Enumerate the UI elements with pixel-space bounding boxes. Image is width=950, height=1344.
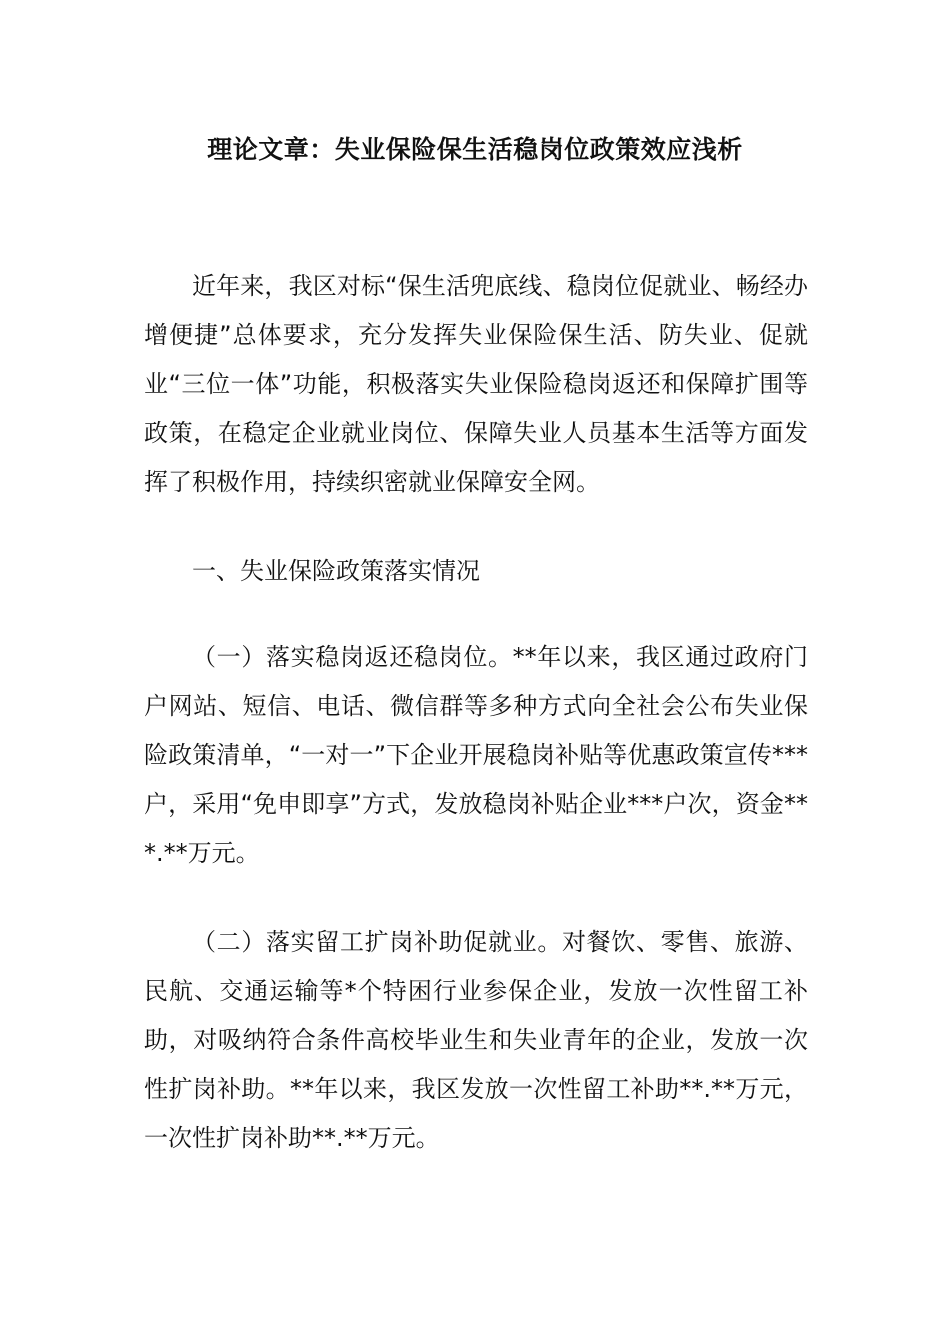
document-title: 理论文章：失业保险保生活稳岗位政策效应浅析 (207, 135, 743, 164)
subsection-paragraph-1: （一）落实稳岗返还稳岗位。**年以来，我区通过政府门户网站、短信、电话、微信群等多种方式向全社会公布失业保险政策清单，“一对一”下企业开展稳岗补贴等优惠政策宣传***户，采用“免申即享”方式，发放稳岗补贴企业***户次，资金***.**万元。 (144, 643, 808, 867)
intro-paragraph: 近年来，我区对标“保生活兜底线、稳岗位促就业、畅经办增便捷”总体要求，充分发挥失业保险保生活、防失业、促就业“三位一体”功能，积极落实失业保险稳岗返还和保障扩围等政策，在稳定企业就业岗位、保障失业人员基本生活等方面发挥了积极作用，持续织密就业保障安全网。 (144, 272, 808, 496)
section-heading: 一、失业保险政策落实情况 (192, 557, 480, 585)
subsection-paragraph-2: （二）落实留工扩岗补助促就业。对餐饮、零售、旅游、民航、交通运输等*个特困行业参保企业，发放一次性留工补助，对吸纳符合条件高校毕业生和失业青年的企业，发放一次性扩岗补助。**年以来，我区发放一次性留工补助**.**万元，一次性扩岗补助**.**万元。 (144, 928, 808, 1152)
